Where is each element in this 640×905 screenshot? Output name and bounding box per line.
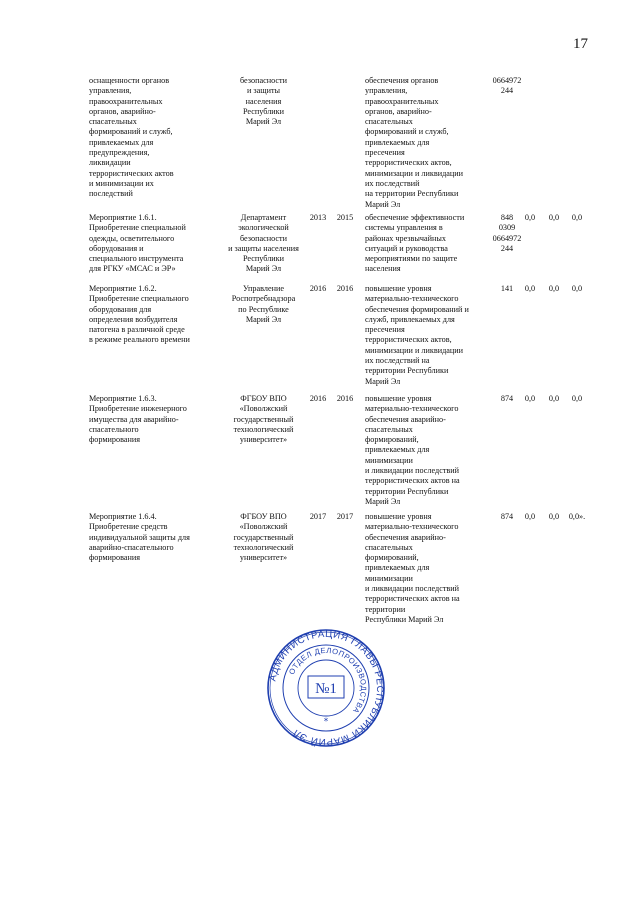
text-line: управления,: [89, 86, 132, 96]
text-line: привлекаемых для: [365, 445, 430, 455]
text-line: оборудования и: [89, 243, 144, 253]
text-line: Марий Эл: [245, 314, 282, 324]
stamp-outer-text: АДМИНИСТРАЦИЯ ГЛАВЫ РЕСПУБЛИКИ МАРИЙ ЭЛ: [267, 628, 386, 748]
text-line: террористических актов,: [365, 335, 452, 345]
text-line: предупреждения,: [89, 148, 150, 158]
text-line: спасательных: [365, 117, 413, 127]
measure-name-cell: [89, 284, 215, 346]
text-line: патогена в различной среде: [89, 325, 185, 335]
text-line: органов, аварийно-: [365, 106, 432, 116]
expected-result-cell: [365, 512, 489, 625]
funding-value-cell: 0,0: [548, 213, 560, 222]
text-line: формирования: [89, 435, 141, 445]
text-line: ФГБОУ ВПО: [240, 394, 287, 403]
funding-value-cell: 0,0: [548, 284, 560, 293]
text-line: индивидуальной защиты для: [89, 532, 190, 542]
text-line: управления,: [365, 86, 408, 96]
text-line: Приобретение специального: [89, 294, 189, 304]
text-line: системы управления в: [365, 223, 443, 233]
text-line: формирований и служб,: [365, 127, 449, 137]
year-start-cell: 2017: [309, 512, 327, 521]
year-end-cell: 2016: [336, 284, 354, 293]
budget-code-cell: [491, 512, 523, 522]
text-line: спасательных: [365, 542, 413, 552]
text-line: повышение уровня: [365, 284, 432, 293]
page-number: 17: [573, 36, 588, 52]
text-line: формирований и служб,: [89, 127, 173, 137]
text-line: спасательных: [89, 117, 137, 127]
year-start-cell: 2013: [309, 213, 327, 222]
text-line: служб, привлекаемых для: [365, 314, 455, 324]
funding-value-cell: 0,0: [571, 284, 583, 293]
text-line: в режиме реального времени: [89, 335, 190, 345]
text-line: материально-технического: [365, 404, 459, 414]
text-line: Мероприятие 1.6.4.: [89, 512, 157, 521]
budget-code-cell: [491, 394, 523, 404]
text-line: Республики: [242, 106, 285, 116]
text-line: аварийно-спасательного: [89, 542, 174, 552]
text-line: Мероприятие 1.6.1.: [89, 213, 157, 222]
text-line: безопасности: [240, 233, 287, 243]
text-line: для РГКУ «МСАС и ЭР»: [89, 264, 176, 274]
text-line: и защиты: [246, 86, 281, 96]
text-line: территории Республики: [365, 486, 449, 496]
text-line: Управление: [242, 284, 285, 293]
text-line: Марий Эл: [365, 376, 401, 386]
text-line: 244: [500, 243, 514, 253]
budget-code-cell: [491, 213, 523, 254]
funding-value-cell: 0,0: [524, 284, 536, 293]
text-line: привлекаемых для: [365, 137, 430, 147]
text-line: Приобретение специальной: [89, 223, 186, 233]
text-line: 244: [500, 86, 514, 96]
text-line: террористических актов на: [365, 476, 460, 486]
text-line: террористических актов: [89, 168, 174, 178]
text-line: правоохранительных: [89, 96, 163, 106]
text-line: правоохранительных: [365, 96, 439, 106]
year-end-cell: 2017: [336, 512, 354, 521]
text-line: населения: [365, 264, 401, 274]
text-line: привлекаемых для: [89, 137, 154, 147]
text-line: формирований,: [365, 435, 419, 445]
text-line: Марий Эл: [245, 264, 282, 274]
text-line: специального инструмента: [89, 254, 184, 264]
text-line: территории: [365, 604, 406, 614]
text-line: населения: [245, 96, 282, 106]
text-line: обеспечение эффективности: [365, 213, 465, 222]
text-line: Республики Марий Эл: [365, 614, 444, 624]
text-line: Приобретение инженерного: [89, 404, 187, 414]
text-line: привлекаемых для: [365, 563, 430, 573]
text-line: повышение уровня: [365, 394, 432, 403]
text-line: государственный: [233, 414, 294, 424]
year-start-cell: 2016: [309, 284, 327, 293]
year-end-cell: 2015: [336, 213, 354, 222]
text-line: минимизации: [365, 455, 413, 465]
text-line: Марий Эл: [365, 496, 401, 506]
text-line: 141: [500, 284, 514, 293]
text-line: 0309: [498, 223, 516, 233]
text-line: технологический: [233, 542, 294, 552]
funding-value-cell: 0,0: [548, 394, 560, 403]
stamp-number: №1: [315, 681, 337, 697]
text-line: районах чрезвычайных: [365, 233, 447, 243]
text-line: Марий Эл: [245, 117, 282, 127]
text-line: органов, аварийно-: [89, 106, 156, 116]
text-line: 848: [500, 213, 514, 222]
measure-name-cell: [89, 213, 215, 275]
expected-result-cell: [365, 213, 489, 275]
text-line: 0664972: [492, 76, 522, 85]
text-line: спасательных: [365, 424, 413, 434]
text-line: Мероприятие 1.6.3.: [89, 394, 157, 403]
stamp-inner-text: ОТДЕЛ ДЕЛОПРОИЗВОДСТВА: [287, 645, 369, 716]
text-line: их последствий: [365, 178, 420, 188]
funding-value-cell: 0,0: [571, 213, 583, 222]
text-line: спасательного: [89, 424, 139, 434]
text-line: повышение уровня: [365, 512, 432, 521]
text-line: формирований,: [365, 553, 419, 563]
text-line: материально-технического: [365, 522, 459, 532]
text-line: технологический: [233, 424, 294, 434]
measure-name-cell: [89, 76, 215, 200]
budget-code-cell: [491, 284, 523, 294]
text-line: пресечения: [365, 325, 405, 335]
funding-value-cell: 0,0: [524, 512, 536, 521]
office-stamp-icon: [266, 628, 386, 748]
text-line: формирования: [89, 553, 141, 563]
text-line: Роспотребнадзора: [231, 294, 296, 304]
text-line: «Поволжский: [239, 522, 288, 532]
text-line: обеспечения аварийно-: [365, 532, 446, 542]
text-line: 0664972: [492, 233, 522, 243]
text-line: Марий Эл: [365, 199, 401, 209]
text-line: обеспечения аварийно-: [365, 414, 446, 424]
text-line: последствий: [89, 189, 133, 199]
text-line: их последствий на: [365, 356, 430, 366]
text-line: Мероприятие 1.6.2.: [89, 284, 157, 293]
measure-name-cell: [89, 394, 215, 445]
text-line: одежды, осветительного: [89, 233, 175, 243]
text-line: ситуаций и руководства: [365, 243, 448, 253]
text-line: 874: [500, 512, 514, 521]
executor-cell: [220, 512, 307, 563]
year-end-cell: 2016: [336, 394, 354, 403]
text-line: пресечения: [365, 148, 405, 158]
year-start-cell: 2016: [309, 394, 327, 403]
text-line: Республики: [242, 254, 285, 264]
expected-result-cell: [365, 394, 489, 507]
text-line: Департамент: [240, 213, 287, 222]
svg-text:*: *: [323, 717, 329, 727]
text-line: мероприятиями по защите: [365, 254, 458, 264]
text-line: минимизации и ликвидации: [365, 345, 464, 355]
text-line: университет»: [239, 553, 288, 563]
executor-cell: [220, 394, 307, 445]
text-line: материально-технического: [365, 294, 459, 304]
budget-code-cell: [491, 76, 523, 97]
text-line: ФГБОУ ВПО: [240, 512, 287, 521]
text-line: обеспечения органов: [365, 76, 439, 85]
text-line: оборудования для: [89, 304, 152, 314]
executor-cell: [220, 284, 307, 325]
text-line: по Республике: [238, 304, 289, 314]
expected-result-cell: [365, 76, 489, 210]
text-line: террористических актов на: [365, 594, 460, 604]
text-line: обеспечения формирований и: [365, 304, 469, 314]
funding-value-cell: 0,0: [571, 394, 583, 403]
text-line: и ликвидации последствий: [365, 584, 460, 594]
text-line: и защиты населения: [228, 243, 299, 253]
text-line: и минимизации их: [89, 178, 154, 188]
text-line: террористических актов,: [365, 158, 452, 168]
executor-cell: [220, 213, 307, 275]
funding-value-cell: 0,0: [548, 512, 560, 521]
text-line: университет»: [239, 435, 288, 445]
text-line: на территории Республики: [365, 189, 459, 199]
text-line: государственный: [233, 532, 294, 542]
text-line: 874: [500, 394, 514, 403]
funding-value-cell: 0,0: [524, 213, 536, 222]
text-line: территории Республики: [365, 366, 449, 376]
text-line: оснащенности органов: [89, 76, 170, 85]
text-line: минимизации: [365, 573, 413, 583]
text-line: экологической: [238, 223, 289, 233]
text-line: и ликвидации последствий: [365, 466, 460, 476]
text-line: минимизации и ликвидации: [365, 168, 464, 178]
measure-name-cell: [89, 512, 215, 563]
text-line: Приобретение средств: [89, 522, 168, 532]
expected-result-cell: [365, 284, 489, 387]
text-line: имущества для аварийно-: [89, 414, 179, 424]
text-line: «Поволжский: [239, 404, 288, 414]
text-line: ликвидации: [89, 158, 131, 168]
executor-cell: [220, 76, 307, 127]
text-line: определения возбудителя: [89, 314, 178, 324]
funding-value-cell: 0,0: [524, 394, 536, 403]
funding-value-cell: 0,0».: [568, 512, 586, 521]
text-line: безопасности: [240, 76, 287, 85]
